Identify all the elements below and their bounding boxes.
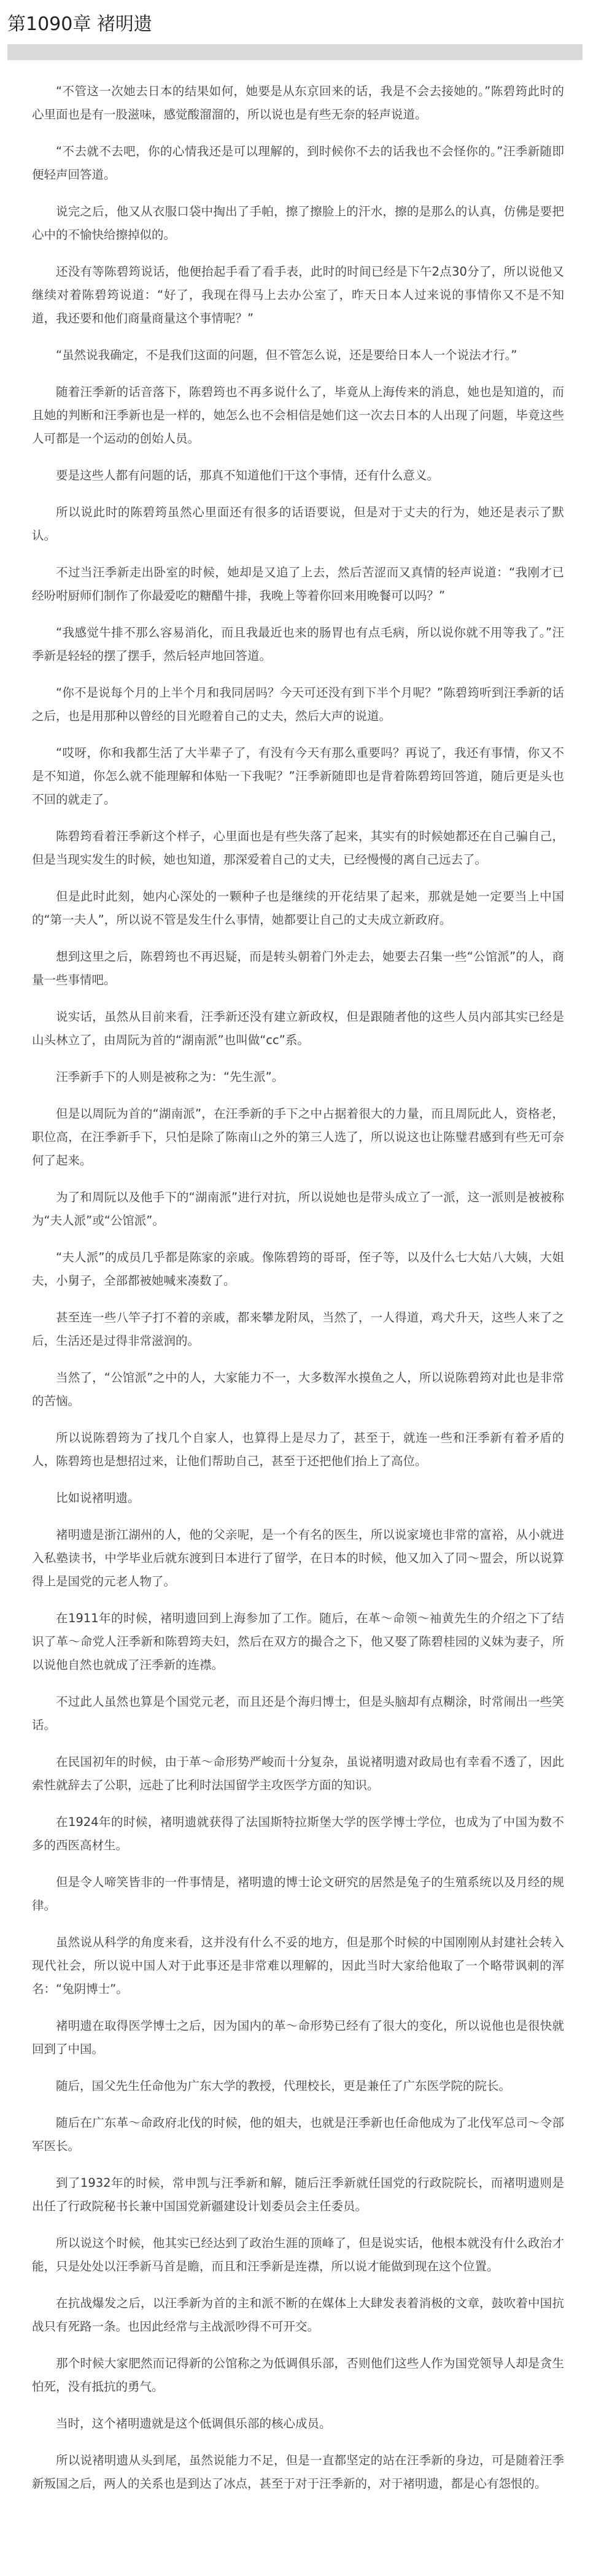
paragraph: 不过当汪季新走出卧室的时候，她却是又追了上去，然后苦涩而又真情的轻声说道：“我刚才已经吩咐厨师们制作了你最爱吃的糖醋牛排，我晚上等着你回来用晚餐可以吗？” [32, 565, 564, 603]
paragraph: 陈碧筠看着汪季新这个样子，心里面也是有些失落了起来，其实有的时候她都还在自己骗自己，但是当现实发生的时候，她也知道，那深爱着自己的丈夫，已经慢慢的离自己远去了。 [32, 829, 564, 867]
title-divider [7, 44, 582, 60]
paragraph: 褚明遗在取得医学博士之后，因为国内的革～命形势已经有了很大的变化，所以说他也是很快就回到了中国。 [32, 2019, 564, 2056]
paragraph: 随着汪季新的话音落下，陈碧筠也不再多说什么了，毕竟从上海传来的消息，她也是知道的，而且她的判断和汪季新也是一样的，她怎么也不会相信是她们这一次去日本的人出现了问题，毕竟这些人可都是一个运动的创始人员。 [32, 385, 564, 446]
paragraph: 说实话，虽然从目前来看，汪季新还没有建立新政权，但是跟随者他的这些人员内部其实已经是山头林立了，由周阮为首的“湖南派”也叫做“cc”系。 [32, 1010, 564, 1047]
paragraph: 在民国初年的时候，由于革～命形势严峻而十分复杂，虽说褚明遗对政局也有幸看不透了，因此索性就辞去了公职，远赴了比利时法国留学主攻医学方面的知识。 [32, 1755, 564, 1792]
paragraph: “不管这一次她去日本的结果如何，她要是从东京回来的话，我是不会去接她的。”陈碧筠此时的心里面也是有一股滋味，感觉酸溜溜的，所以说也是有些无奈的轻声说道。 [32, 84, 564, 122]
paragraph: 褚明遗是浙江湖州的人，他的父亲呢，是一个有名的医生，所以说家境也非常的富裕，从小就进入私塾读书，中学毕业后就东渡到日本进行了留学，在日本的时候，他又加入了同～盟会，所以说算得上是国党的元老人物了。 [32, 1528, 564, 1588]
paragraph: “虽然说我确定，不是我们这面的问题，但不管怎么说，还是要给日本人一个说法才行。” [56, 348, 517, 362]
paragraph: 随后，国父先生任命他为广东大学的教授，代理校长，更是兼任了广东医学院的院长。 [56, 2079, 511, 2093]
paragraph: “哎呀，你和我都生活了大半辈子了，有没有今天有那么重要吗？再说了，我还有事情，你又不是不知道，你怎么就不能理解和体贴一下我呢？”汪季新随即也是背着陈碧筠回答道，随后更是头也不回的就走了。 [32, 746, 564, 806]
paragraph: “你不是说每个月的上半个月和我同居吗？今天可还没有到下半个月呢？”陈碧筠听到汪季新的话之后，也是用那种以曾经的目光瞪着自己的丈夫，然后大声的说道。 [32, 686, 564, 723]
chapter-content [0, 60, 596, 2496]
paragraph: 那个时候大家肥然而记得新的公馆称之为低调俱乐部，否则他们这些人作为国党领导人却是贪生怕死，没有抵抗的勇气。 [32, 2356, 564, 2394]
chapter-title: 第1090章 褚明遗 [7, 14, 152, 35]
paragraph: 在1911年的时候，褚明遗回到上海参加了工作。随后，在革～命领～袖黄先生的介绍之下了结识了革～命党人汪季新和陈碧筠夫妇，然后在双方的撮合之下，他又娶了陈碧桂园的义妹为妻子，所以说他自然也就成了汪季新的连襟。 [32, 1611, 564, 1672]
paragraph: 但是此时此刻，她内心深处的一颗种子也是继续的开花结果了起来，那就是她一定要当上中国的“第一夫人”，所以说不管是发生什么事情，她都要让自己的丈夫成立新政府。 [32, 889, 564, 927]
paragraph: 但是以周阮为首的“湖南派”，在汪季新的手下之中占据着很大的力量，而且周阮此人，资格老，职位高，在汪季新手下，只怕是除了陈南山之外的第三人选了，所以说这也让陈璧君感到有些无可奈何了起来。 [32, 1107, 564, 1167]
paragraph: 在抗战爆发之后，以汪季新为首的主和派不断的在媒体上大肆发表着消极的文章，鼓吹着中国抗战只有死路一条。也因此经常与主战派吵得不可开交。 [32, 2296, 564, 2334]
paragraph: 到了1932年的时候，常申凯与汪季新和解，随后汪季新就任国党的行政院院长，而褚明遗则是出任了行政院秘书长兼中国国党新疆建设计划委员会主任委员。 [32, 2176, 564, 2213]
paragraph: 为了和周阮以及他手下的“湖南派”进行对抗，所以说她也是带头成立了一派，这一派则是被被称为“夫人派”或“公馆派”。 [32, 1190, 564, 1228]
paragraph: 所以说这个时候，他其实已经达到了政治生涯的顶峰了，但是说实话，他根本就没有什么政治才能，只是处处以汪季新马首是瞻，而且和汪季新是连襟，所以说才能做到现在这个位置。 [32, 2236, 564, 2273]
paragraph: 不过此人虽然也算是个国党元老，而且还是个海归博士，但是头脑却有点糊涂，时常闹出一些笑话。 [32, 1695, 564, 1732]
paragraph: “我感觉牛排不那么容易消化，而且我最近也来的肠胃也有点毛病，所以说你就不用等我了。”汪季新是轻轻的摆了摆手，然后轻声地回答道。 [32, 625, 564, 663]
paragraph: 甚至连一些八竿子打不着的亲戚，都来攀龙附凤，当然了，一人得道，鸡犬升天，这些人来了之后，生活还是过得非常滋润的。 [32, 1310, 564, 1348]
paragraph: 还没有等陈碧筠说话，他便抬起手看了看手表，此时的时间已经是下午2点30分了，所以说他又继续对着陈碧筠说道：“好了，我现在得马上去办公室了，昨天日本人过来说的事情你又不是不知道，我还要和他们商量商量这个事情呢？” [32, 265, 564, 325]
paragraph: 当时，这个褚明遗就是这个低调俱乐部的核心成员。 [56, 2416, 331, 2431]
paragraph: “不去就不去吧，你的心情我还是可以理解的，到时候你不去的话我也不会怪你的。”汪季新随即便轻声回答道。 [32, 144, 564, 182]
paragraph: 所以说此时的陈碧筠虽然心里面还有很多的话语要说，但是对于丈夫的行为，她还是表示了默认。 [32, 505, 564, 543]
paragraph: 但是令人啼笑皆非的一件事情是，褚明遗的博士论文研究的居然是兔子的生殖系统以及月经的规律。 [32, 1875, 564, 1913]
paragraph: 比如说褚明遗。 [56, 1491, 140, 1505]
paragraph: 所以说褚明遗从头到尾，虽然说能力不足，但是一直都坚定的站在汪季新的身边，可是随着汪季新叛国之后，两人的关系也是到达了冰点，甚至于对于汪季新的，对于褚明遗，都是心有怨恨的。 [32, 2453, 564, 2491]
paragraph: 随后在广东革～命政府北伐的时候，他的姐夫，也就是汪季新也任命他成为了北伐军总司～令部军医长。 [32, 2116, 564, 2153]
paragraph: 当然了，“公馆派”之中的人，大家能力不一，大多数浑水摸鱼之人，所以说陈碧筠对此也是非常的苦恼。 [32, 1371, 564, 1408]
paragraph: 想到这里之后，陈碧筠也不再迟疑，而是转头朝着门外走去，她要去召集一些“公馆派”的人，商量一些事情吧。 [32, 950, 564, 987]
paragraph: “夫人派”的成员几乎都是陈家的亲戚。像陈碧筠的哥哥，侄子等，以及什么七大姑八大姨，大姐夫，小舅子，全部都被她喊来凑数了。 [32, 1250, 564, 1288]
paragraph: 虽然说从科学的角度来看，这并没有什么不妥的地方，但是那个时候的中国刚刚从封建社会转入现代社会，所以说中国人对于此事还是非常难以理解的，因此当时大家给他取了一个略带讽刺的浑名：“兔阴博士”。 [32, 1935, 564, 1996]
paragraph: 在1924年的时候，褚明遗就获得了法国斯特拉斯堡大学的医学博士学位，也成为了中国为数不多的西医高材生。 [32, 1815, 564, 1852]
paragraph: 所以说陈碧筠为了找几个自家人，也算得上是尽力了，甚至于，就连一些和汪季新有着矛盾的人，陈碧筠也是想招过来，让他们帮助自己，甚至于还把他们抬上了高位。 [32, 1431, 564, 1468]
paragraph: 要是这些人都有问题的话，那真不知道他们干这个事情，还有什么意义。 [56, 468, 439, 482]
paragraph: 说完之后，他又从衣服口袋中掏出了手帕，擦了擦脸上的汗水，擦的是那么的认真，仿佛是要把心中的不愉快给擦掉似的。 [32, 204, 564, 242]
paragraph: 汪季新手下的人则是被称之为：“先生派”。 [56, 1070, 284, 1084]
